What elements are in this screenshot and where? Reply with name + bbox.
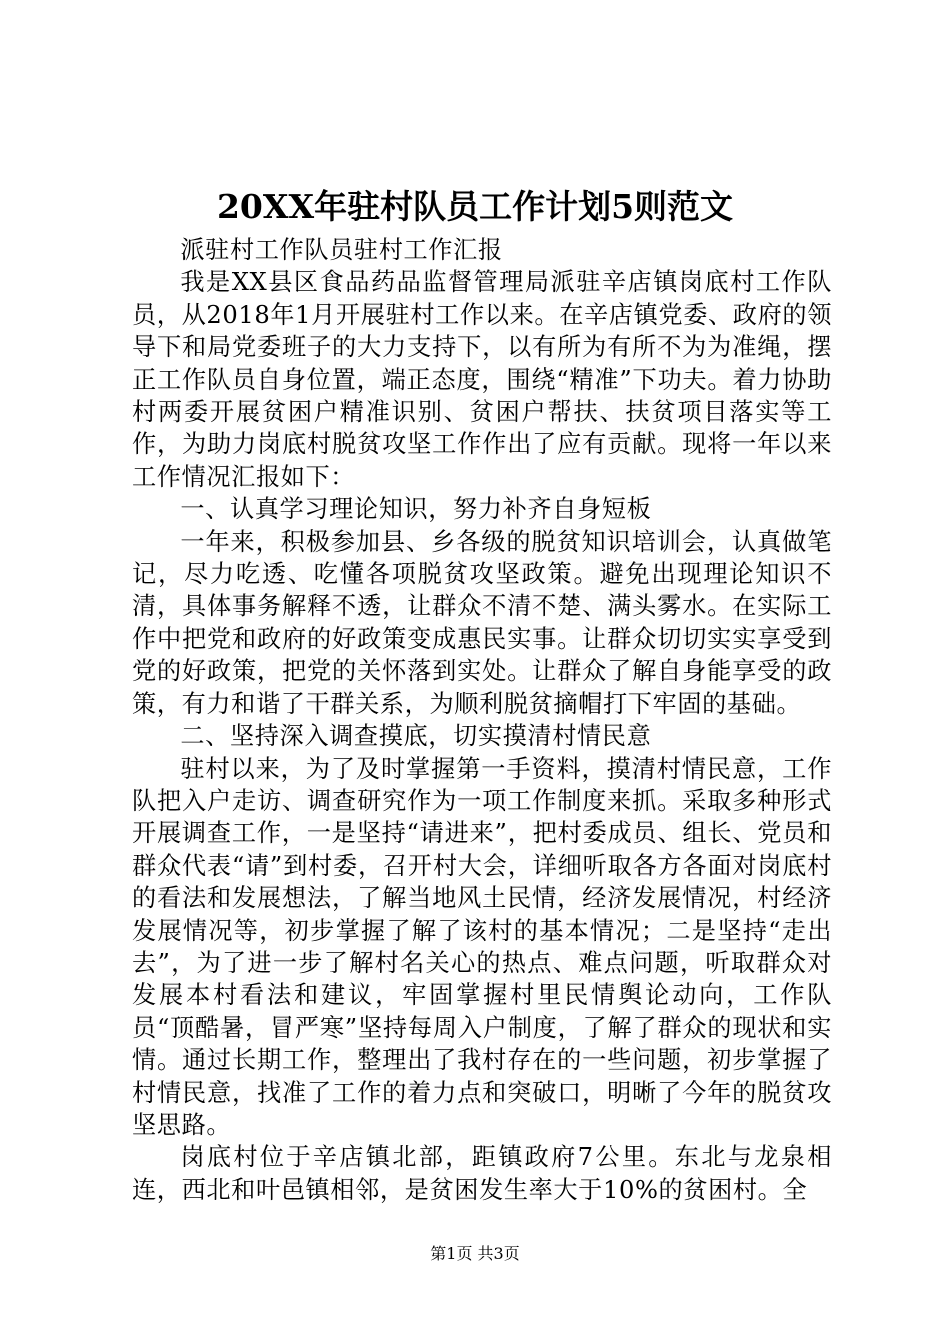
section-heading: 派驻村工作队员驻村工作汇报 — [180, 236, 503, 264]
body-paragraph: 驻村以来，为了及时掌握第一手资料，摸清村情民意，工作队把入户走访、调查研究作为一项工作制度来抓。采取多种形式开展调查工作，一是坚持“请进来”，把村委成员、组长、党员和群众代表“请”到村委，召开村大会，详细听取各方各面对岗底村的看法和发展想法，了解当地风土民情，经济发展情况，村经济发展情况等，初步掌握了解了该村的基本情况；二是坚持“走出去”，为了进一步了解村名关心的热点、难点问题，听取群众对发展本村看法和建议，牢固掌握村里民情舆论动向，工作队员“顶酷暑，冒严寒”坚持每周入户制度，了解了群众的现状和实情。通过长期工作，整理出了我村存在的一些问题，初步掌握了村情民意，找准了工作的着力点和突破口，明晰了今年的脱贫攻坚思路。 — [132, 754, 832, 1139]
section-heading: 一、认真学习理论知识，努力补齐自身短板 — [180, 495, 652, 524]
body-paragraph: 一年来，积极参加县、乡各级的脱贫知识培训会，认真做笔记，尽力吃透、吃懂各项脱贫攻坚政策。避免出现理论知识不清，具体事务解释不透，让群众不清不楚、满头雾水。在实际工作中把党和政府的好政策变成惠民实事。让群众切切实实享受到党的好政策，把党的关怀落到实处。让群众了解自身能享受的政策，有力和谐了干群关系，为顺利脱贫摘帽打下牢固的基础。 — [132, 527, 832, 718]
body-paragraph: 我是XX县区食品药品监督管理局派驻辛店镇岗底村工作队员，从2018年1月开展驻村工作以来。在辛店镇党委、政府的领导下和局党委班子的大力支持下，以有所为有所不为为准绳，摆正工作队员自身位置，端正态度，围绕“精准”下功夫。着力协助村两委开展贫困户精准识别、贫困户帮扶、扶贫项目落实等工作，为助力岗底村脱贫攻坚工作作出了应有贡献。现将一年以来工作情况汇报如下： — [132, 268, 832, 491]
body-paragraph: 岗底村位于辛店镇北部，距镇政府7公里。东北与龙泉相连，西北和叶邑镇相邻，是贫困发生率大于10%的贫困村。全 — [132, 1143, 832, 1204]
document-body — [132, 234, 832, 1206]
document-title: 20XX年驻村队员工作计划5则范文 — [216, 187, 734, 226]
section-heading: 二、坚持深入调查摸底，切实摸清村情民意 — [180, 722, 652, 751]
page-footer: 第1页 共3页 — [430, 1244, 520, 1263]
